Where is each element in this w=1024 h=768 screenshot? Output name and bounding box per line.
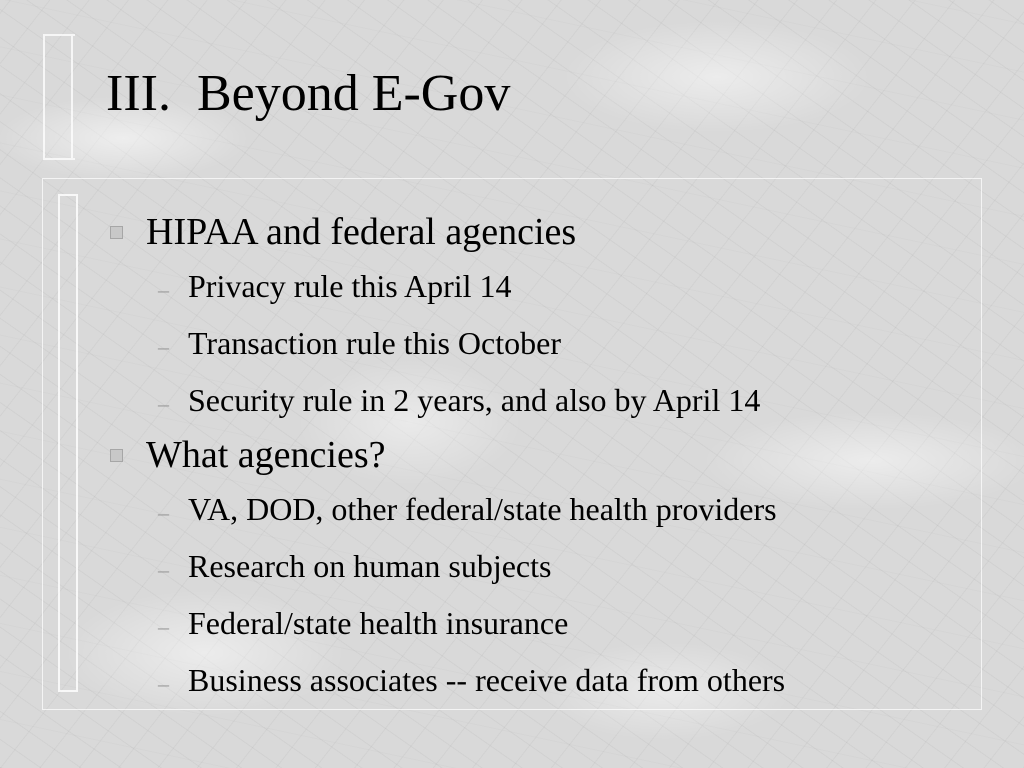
dash-bullet-icon: –: [158, 500, 169, 525]
sub-bullet-item: [110, 481, 990, 538]
sub-bullet-text: Privacy rule this April 14: [188, 268, 512, 304]
sub-bullet-text: Research on human subjects: [188, 548, 552, 584]
square-bullet-icon: [110, 226, 123, 239]
sub-bullet-item: [110, 652, 990, 709]
bullet-item: [110, 206, 990, 258]
sub-bullet-text: Transaction rule this October: [188, 325, 561, 361]
sub-bullet-text: VA, DOD, other federal/state health providers: [188, 491, 777, 527]
sub-bullet-item: [110, 258, 990, 315]
sub-bullet-item: [110, 372, 990, 429]
dash-bullet-icon: –: [158, 391, 169, 416]
content-decoration-bracket: [58, 194, 78, 692]
dash-bullet-icon: –: [158, 671, 169, 696]
dash-bullet-icon: –: [158, 614, 169, 639]
dash-bullet-icon: –: [158, 557, 169, 582]
square-bullet-icon: [110, 449, 123, 462]
dash-bullet-icon: –: [158, 334, 169, 359]
sub-bullet-item: [110, 538, 990, 595]
sub-bullet-text: Security rule in 2 years, and also by April 14: [188, 382, 761, 418]
bullet-text: HIPAA and federal agencies: [146, 211, 577, 253]
slide-title: III. Beyond E-Gov: [106, 65, 511, 122]
sub-bullet-item: [110, 595, 990, 652]
bullet-text: What agencies?: [146, 434, 386, 476]
dash-bullet-icon: –: [158, 277, 169, 302]
slide-content: [110, 206, 990, 709]
title-decoration-bracket: [43, 34, 75, 160]
sub-bullet-item: [110, 315, 990, 372]
bullet-item: [110, 429, 990, 481]
sub-bullet-text: Federal/state health insurance: [188, 605, 569, 641]
sub-bullet-text: Business associates -- receive data from others: [188, 662, 786, 698]
